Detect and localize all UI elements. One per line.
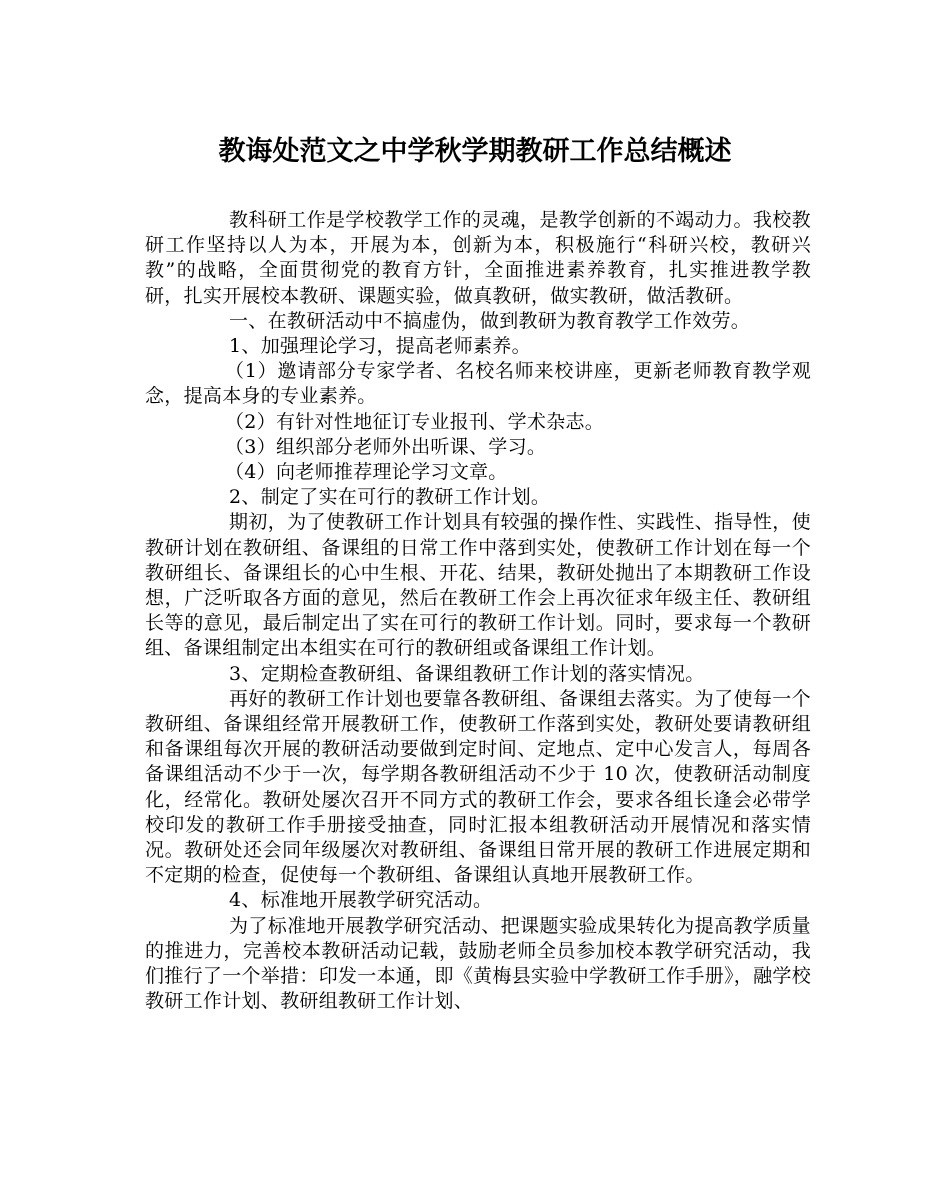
- subsection-heading-4: 4、标准地开展教学研究活动。: [229, 889, 493, 912]
- list-item-4: （4）向老师推荐理论学习文章。: [225, 461, 508, 484]
- document-body: [145, 208, 811, 1015]
- document-title: 教诲处范文之中学秋学期教研工作总结概述: [218, 136, 732, 167]
- paragraph-inspection: 再好的教研工作计划也要靠各教研组、备课组去落实。为了使每一个教研组、备课组经常开展教研工作，使教研工作落到实处，教研处要请教研组和备课组每次开展的教研活动要做到定时间、定地点、定中心发言人，每周各备课组活动不少于一次，每学期各教研组活动不少于 10 次，使教研活动制度化，经常化。教研处屡次召开不同方式的教研工作会，要求各组长逢会必带学校印发的教研工作手册接受抽查，同时汇报本组教研活动开展情况和落实情况。教研处还会同年级屡次对教研组、备课组日常开展的教研工作进展定期和不定期的检查，促使每一个教研组、备课组认真地开展教研工作。: [145, 687, 811, 887]
- subsection-heading-1: 1、加强理论学习，提高老师素养。: [229, 335, 531, 358]
- list-item-2: （2）有针对性地征订专业报刊、学术杂志。: [225, 410, 605, 433]
- paragraph-plan: 期初，为了使教研工作计划具有较强的操作性、实践性、指导性，使教研计划在教研组、备课组的日常工作中落到实处，使教研工作计划在每一个教研组长、备课组长的心中生根、开花、结果，教研处抛出了本期教研工作设想，广泛听取各方面的意见，然后在教研工作会上再次征求年级主任、教研组长等的意见，最后制定出了实在可行的教研工作计划。同时，要求每一个教研组、备课组制定出本组实在可行的教研组或备课组工作计划。: [145, 511, 811, 660]
- list-item-1: （1）邀请部分专家学者、名校名师来校讲座，更新老师教育教学观念，提高本身的专业素养。: [145, 360, 811, 408]
- paragraph-research: 为了标准地开展教学研究活动、把课题实验成果转化为提高教学质量的推进力，完善校本教研活动记载，鼓励老师全员参加校本教学研究活动，我们推行了一个举措：印发一本通，即《黄梅县实验中学教研工作手册》，融学校教研工作计划、教研组教研工作计划、: [145, 914, 812, 1013]
- paragraph-intro: 教科研工作是学校教学工作的灵魂，是教学创新的不竭动力。我校教研工作坚持以人为本，开展为本，创新为本，积极施行“科研兴校，教研兴教”的战略，全面贯彻党的教育方针，全面推进素养教育，扎实推进教学教研，扎实开展校本教研、课题实验，做真教研，做实教研，做活教研。: [145, 209, 811, 307]
- subsection-heading-2: 2、制定了实在可行的教研工作计划。: [229, 486, 551, 509]
- list-item-3: （3）组织部分老师外出听课、学习。: [225, 435, 547, 458]
- section-heading-1: 一、在教研活动中不搞虚伪，做到教研为教育教学工作效劳。: [229, 309, 751, 332]
- subsection-heading-3: 3、定期检查教研组、备课组教研工作计划的落实情况。: [229, 662, 705, 685]
